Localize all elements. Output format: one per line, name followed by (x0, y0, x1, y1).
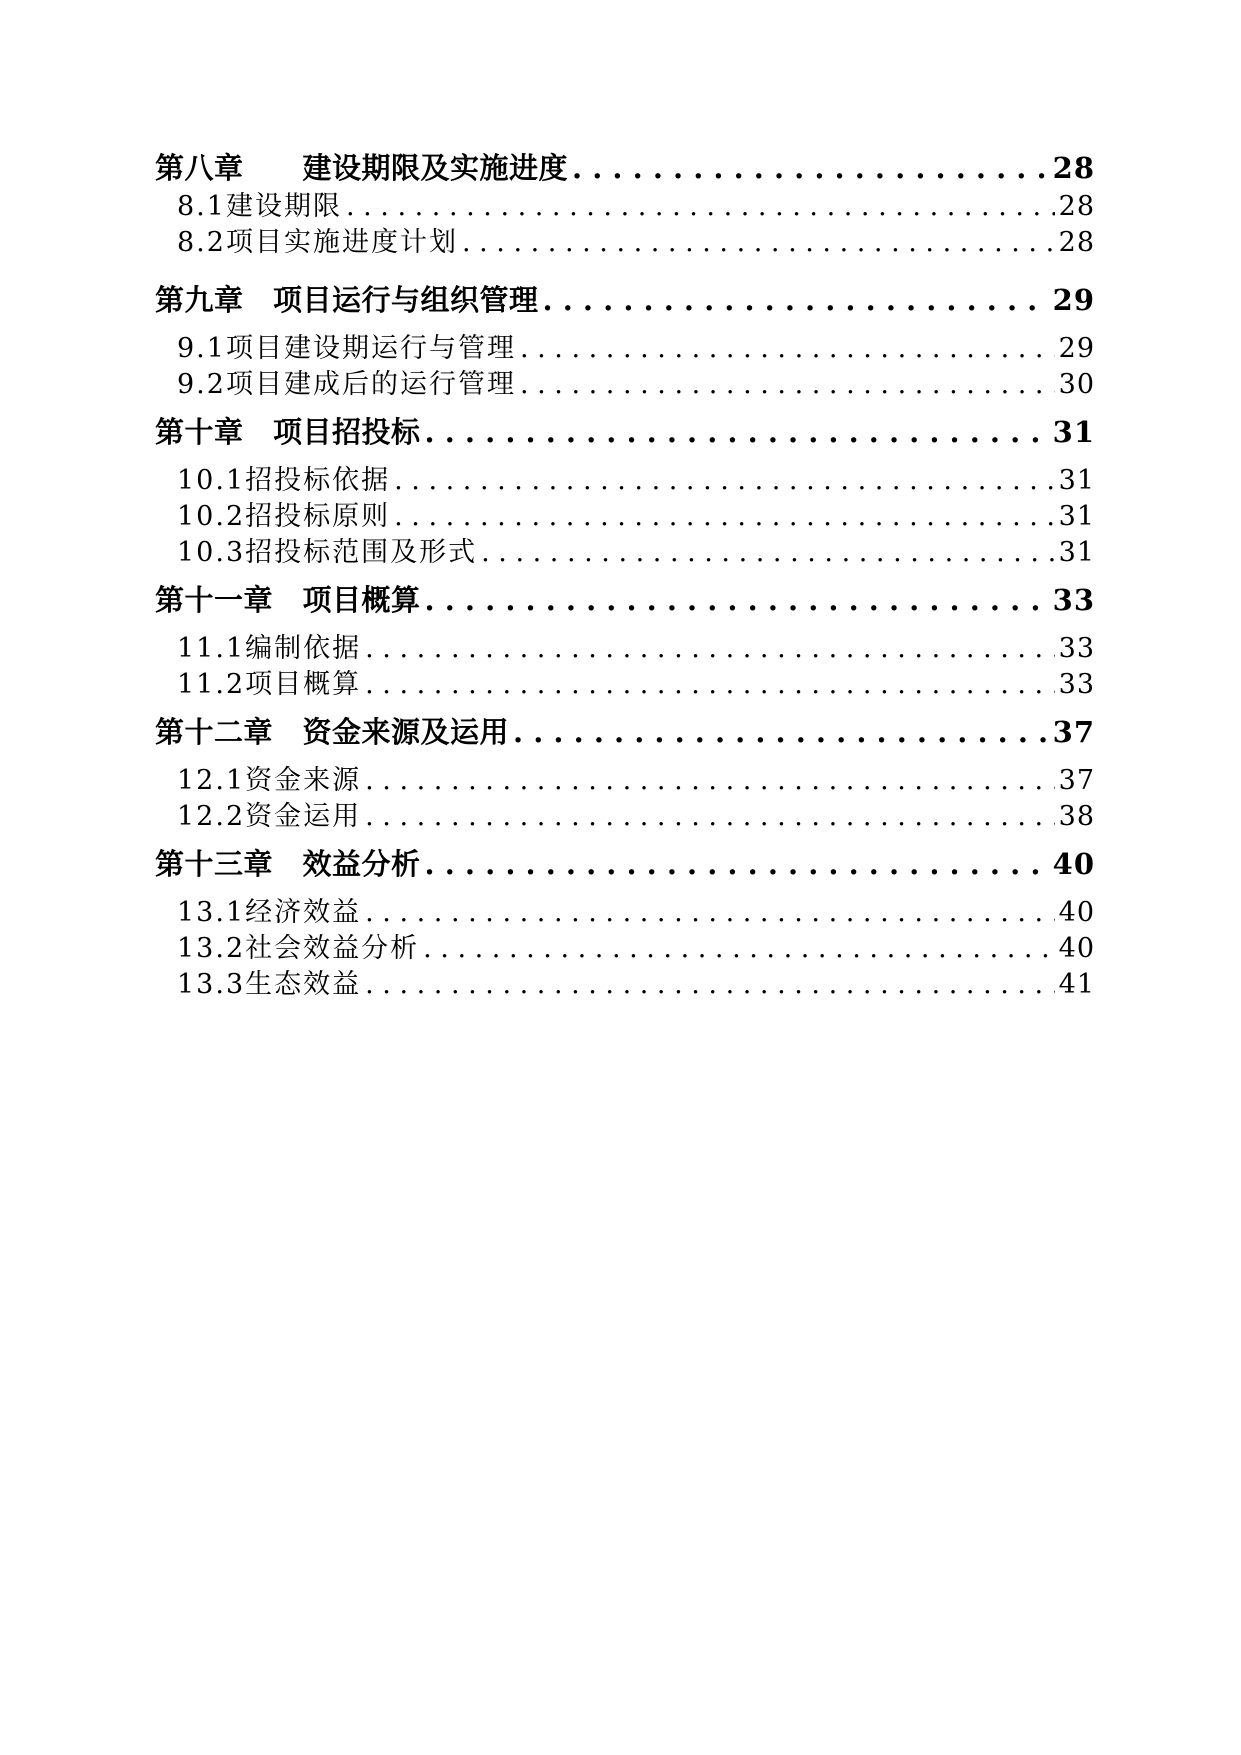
page-number: 37 (1052, 715, 1095, 749)
section-number: 10.3 (177, 537, 246, 568)
dot-leader (543, 283, 1049, 317)
dot-leader (425, 847, 1049, 881)
section-title: 资金来源 (245, 765, 362, 796)
toc-chapter-entry[interactable] (155, 278, 1095, 319)
page-number: 37 (1058, 765, 1095, 796)
chapter-title: 资金来源及运用 (302, 715, 510, 749)
toc-section-entry[interactable] (155, 758, 1095, 797)
toc-section-entry[interactable] (155, 794, 1095, 833)
section-number: 8.2 (177, 227, 226, 258)
toc-chapter-entry[interactable] (155, 578, 1095, 619)
section-title: 项目建设期运行与管理 (225, 333, 516, 364)
section-number: 13.2 (177, 933, 246, 964)
page-number: 40 (1052, 847, 1095, 881)
chapter-title: 项目招投标 (273, 415, 421, 449)
section-title: 招投标依据 (245, 465, 391, 496)
toc-section-entry[interactable] (155, 326, 1095, 365)
page-number: 40 (1058, 897, 1095, 928)
page-number: 28 (1058, 191, 1095, 222)
section-title: 资金运用 (245, 801, 362, 832)
page-number: 38 (1058, 801, 1095, 832)
dot-leader (520, 369, 1055, 400)
toc-section-entry[interactable] (155, 926, 1095, 965)
dot-leader (513, 715, 1049, 749)
page-number: 29 (1058, 333, 1095, 364)
page-number: 30 (1058, 369, 1095, 400)
toc-section-entry[interactable] (155, 890, 1095, 929)
toc-section-entry[interactable] (155, 530, 1095, 569)
chapter-number: 第八章 (155, 151, 244, 185)
dot-leader (462, 227, 1055, 258)
chapter-title-gap (244, 410, 274, 451)
section-title: 生态效益 (245, 969, 362, 1000)
section-title: 招投标范围及形式 (245, 537, 478, 568)
section-number: 10.2 (177, 501, 246, 532)
section-number: 11.2 (177, 669, 246, 700)
section-number: 11.1 (177, 633, 246, 664)
chapter-number: 第九章 (155, 283, 244, 317)
page-number: 33 (1058, 669, 1095, 700)
toc-section-entry[interactable] (155, 458, 1095, 497)
dot-leader (394, 465, 1055, 496)
toc-section-entry[interactable] (155, 662, 1095, 701)
dot-leader (365, 969, 1055, 1000)
section-number: 13.3 (177, 969, 246, 1000)
toc-section-entry[interactable] (155, 494, 1095, 533)
page-number: 33 (1052, 583, 1095, 617)
section-title: 项目实施进度计划 (225, 227, 458, 258)
chapter-title: 效益分析 (302, 847, 421, 881)
page-number: 28 (1052, 151, 1095, 185)
chapter-title-gap (273, 710, 303, 751)
chapter-number: 第十一章 (155, 583, 274, 617)
toc-chapter-entry[interactable] (155, 410, 1095, 451)
toc-section-entry[interactable] (155, 220, 1095, 259)
section-number: 12.2 (177, 801, 246, 832)
page-number: 40 (1058, 933, 1095, 964)
section-number: 8.1 (177, 191, 226, 222)
chapter-title-gap (244, 278, 274, 319)
toc-chapter-entry[interactable] (155, 146, 1095, 187)
dot-leader (365, 669, 1055, 700)
section-title: 项目概算 (245, 669, 362, 700)
dot-leader (394, 501, 1055, 532)
section-title: 编制依据 (245, 633, 362, 664)
dot-leader (346, 191, 1055, 222)
toc-chapter-entry[interactable] (155, 710, 1095, 751)
section-number: 12.1 (177, 765, 246, 796)
page-number: 33 (1058, 633, 1095, 664)
section-title: 招投标原则 (245, 501, 391, 532)
page-number: 41 (1058, 969, 1095, 1000)
dot-leader (365, 765, 1055, 796)
section-number: 9.2 (177, 369, 226, 400)
chapter-number: 第十二章 (155, 715, 274, 749)
dot-leader (365, 633, 1055, 664)
chapter-title-gap (273, 842, 303, 883)
chapter-title: 项目运行与组织管理 (273, 283, 539, 317)
dot-leader (425, 583, 1049, 617)
dot-leader (425, 415, 1049, 449)
section-number: 13.1 (177, 897, 246, 928)
chapter-title-gap (244, 146, 303, 187)
dot-leader (520, 333, 1055, 364)
toc-section-entry[interactable] (155, 184, 1095, 223)
section-number: 10.1 (177, 465, 246, 496)
section-title: 经济效益 (245, 897, 362, 928)
chapter-number: 第十三章 (155, 847, 274, 881)
section-title: 社会效益分析 (245, 933, 420, 964)
page-number: 31 (1058, 465, 1095, 496)
dot-leader (572, 151, 1049, 185)
toc-section-entry[interactable] (155, 362, 1095, 401)
dot-leader (423, 933, 1055, 964)
toc-section-entry[interactable] (155, 626, 1095, 665)
dot-leader (365, 801, 1055, 832)
page-number: 29 (1052, 283, 1095, 317)
dot-leader (365, 897, 1055, 928)
page-number: 31 (1058, 537, 1095, 568)
chapter-title: 建设期限及实施进度 (302, 151, 569, 185)
section-title: 项目建成后的运行管理 (225, 369, 516, 400)
dot-leader (481, 537, 1055, 568)
chapter-title: 项目概算 (302, 583, 421, 617)
chapter-title-gap (273, 578, 303, 619)
toc-chapter-entry[interactable] (155, 842, 1095, 883)
page-number: 31 (1052, 415, 1095, 449)
section-number: 9.1 (177, 333, 226, 364)
toc-section-entry[interactable] (155, 962, 1095, 1001)
chapter-number: 第十章 (155, 415, 244, 449)
page-number: 31 (1058, 501, 1095, 532)
page-number: 28 (1058, 227, 1095, 258)
section-title: 建设期限 (225, 191, 342, 222)
